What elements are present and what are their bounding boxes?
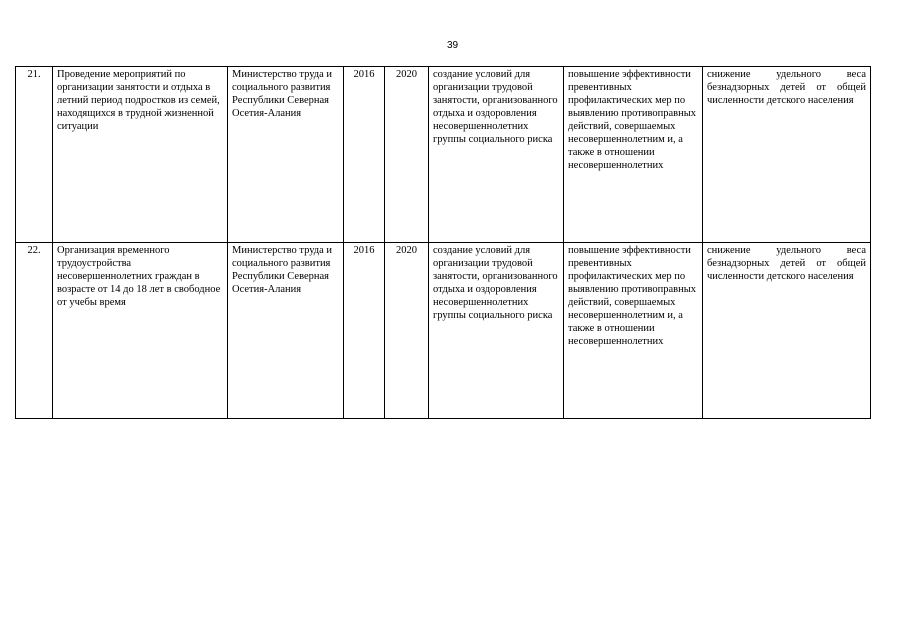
start-year-cell: 2016 xyxy=(344,67,385,243)
executor-cell: Министерство труда и социального развития Республики Северная Осетия-Алания xyxy=(228,243,344,419)
expected-result-cell: создание условий для организации трудовой занятости, организованного отдыха и оздоровления несовершеннолетних группы социального риска xyxy=(429,67,564,243)
row-number-cell: 22. xyxy=(16,243,53,419)
table-row xyxy=(16,67,871,243)
measure-name-cell: Проведение мероприятий по организации занятости и отдыха в летний период подростков из семей, находящихся в трудной жизненной ситуации xyxy=(53,67,228,243)
table-row xyxy=(16,243,871,419)
consequences-cell: повышение эффективности превентивных профилактических мер по выявлению противоправных действий, совершаемых несовершеннолетним и, а также в отношении несовершеннолетних xyxy=(564,67,703,243)
measure-name-cell: Организация временного трудоустройства несовершеннолетних граждан в возрасте от 14 до 18 лет в свободное от учебы время xyxy=(53,243,228,419)
end-year-cell: 2020 xyxy=(385,67,429,243)
consequences-cell: повышение эффективности превентивных профилактических мер по выявлению противоправных действий, совершаемых несовершеннолетним и, а также в отношении несовершеннолетних xyxy=(564,243,703,419)
indicator-cell: снижение удельного веса безнадзорных детей от общей численности детского населения xyxy=(703,243,871,419)
expected-result-cell: создание условий для организации трудовой занятости, организованного отдыха и оздоровления несовершеннолетних группы социального риска xyxy=(429,243,564,419)
executor-cell: Министерство труда и социального развития Республики Северная Осетия-Алания xyxy=(228,67,344,243)
indicator-cell: снижение удельного веса безнадзорных детей от общей численности детского населения xyxy=(703,67,871,243)
row-number-cell: 21. xyxy=(16,67,53,243)
page-number: 39 xyxy=(446,40,459,51)
measures-table xyxy=(15,66,871,419)
end-year-cell: 2020 xyxy=(385,243,429,419)
start-year-cell: 2016 xyxy=(344,243,385,419)
